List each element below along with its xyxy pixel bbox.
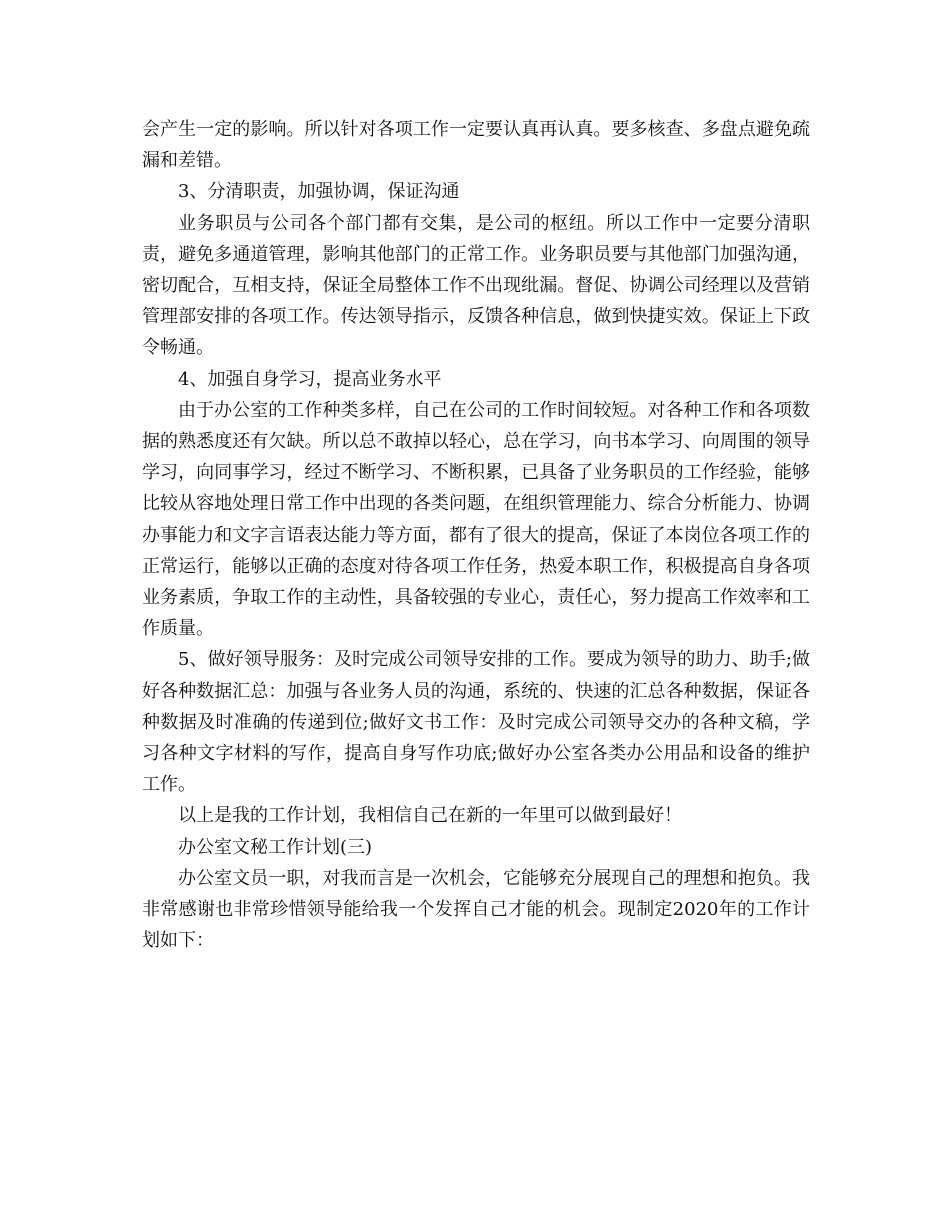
paragraph-body: 由于办公室的工作种类多样，自己在公司的工作时间较短。对各种工作和各项数据的熟悉度还有欠缺。所以总不敢掉以轻心，总在学习，向书本学习、向周围的领导学习，向同事学习，经过不断学习、不断积累，已具备了业务职员的工作经验，能够比较从容地处理日常工作中出现的各类问题，在组织管理能力、综合分析能力、协调办事能力和文字言语表达能力等方面，都有了很大的提高，保证了本岗位各项工作的正常运行，能够以正确的态度对待各项工作任务，热爱本职工作，积极提高自身各项业务素质，争取工作的主动性，具备较强的专业心，责任心，努力提高工作效率和工作质量。: [142, 399, 810, 640]
section-heading-4: 4、加强自身学习，提高业务水平: [178, 368, 442, 390]
paragraph-body: 办公室文员一职，对我而言是一次机会，它能够充分展现自己的理想和抱负。我非常感谢也非常珍惜领导能给我一个发挥自己才能的机会。现制定2020年的工作计划如下：: [142, 867, 810, 952]
paragraph-body-item-5: 5、做好领导服务：及时完成公司领导安排的工作。要成为领导的助力、助手;做好各种数据汇总：加强与各业务人员的沟通，系统的、快速的汇总各种数据，保证各种数据及时准确的传递到位;做好文书工作：及时完成公司领导交办的各种文稿，学习各种文字材料的写作，提高自身写作功底;做好办公室各类办公用品和设备的维护工作。: [142, 649, 810, 796]
paragraph-conclusion: 以上是我的工作计划，我相信自己在新的一年里可以做到最好！: [178, 805, 682, 827]
section-heading-3: 3、分清职责，加强协调，保证沟通: [178, 181, 460, 203]
paragraph-body: 业务职员与公司各个部门都有交集，是公司的枢纽。所以工作中一定要分清职责，避免多通道管理，影响其他部门的正常工作。业务职员要与其他部门加强沟通，密切配合，互相支持，保证全局整体工作不出现纰漏。督促、协调公司经理以及营销管理部安排的各项工作。传达领导指示，反馈各种信息，做到快捷实效。保证上下政令畅通。: [142, 212, 810, 359]
document-subtitle: 办公室文秘工作计划(三): [178, 836, 373, 858]
paragraph-continuation: 会产生一定的影响。所以针对各项工作一定要认真再认真。要多核查、多盘点避免疏漏和差错。: [142, 119, 810, 172]
